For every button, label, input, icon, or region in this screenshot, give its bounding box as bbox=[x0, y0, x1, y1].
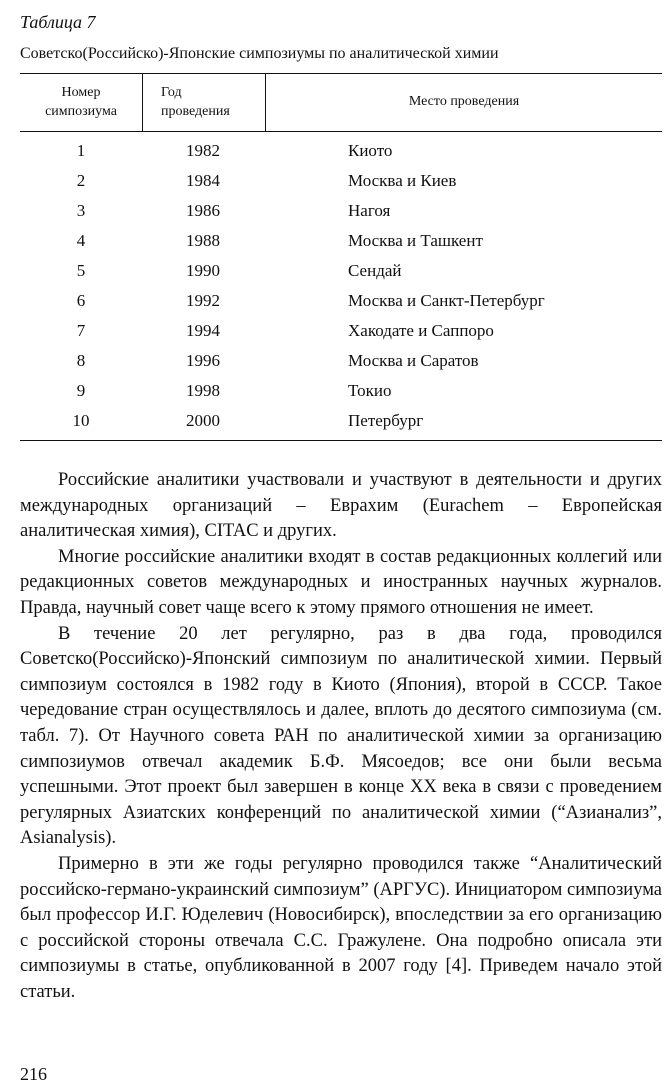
header-year-line1: Год bbox=[161, 85, 182, 100]
table-caption: Советско(Российско)-Японские симпозиумы по аналитической химии bbox=[20, 45, 499, 62]
table-row bbox=[20, 406, 662, 436]
cell-year: 1994 bbox=[186, 321, 220, 340]
cell-number: 5 bbox=[76, 261, 86, 280]
cell-place: Москва и Саратов bbox=[348, 351, 479, 370]
cell-number: 8 bbox=[76, 351, 86, 370]
cell-year: 1990 bbox=[186, 261, 220, 280]
table-row bbox=[20, 376, 662, 406]
cell-number: 2 bbox=[76, 171, 86, 190]
cell-place: Токио bbox=[348, 381, 392, 400]
table-body bbox=[20, 136, 662, 436]
body-text bbox=[20, 468, 662, 1005]
table-bottom-rule bbox=[20, 440, 662, 441]
cell-number: 7 bbox=[76, 321, 86, 340]
cell-number: 3 bbox=[76, 201, 86, 220]
table-row bbox=[20, 286, 662, 316]
paragraph: В течение 20 лет регулярно, раз в два года, проводился Советско(Российско)-Японский симпозиум по аналитической химии. Первый симпозиум состоялся в 1982 году в Киото (Япония), второй в СССР. Такое чередование стран осуществлялось и далее, вплоть до десятого симпозиума (см. табл. 7). От Научного совета РАН по аналитической химии за организацию симпозиумов отвечал академик Б.Ф. Мясоедов; все они были весьма успешными. Этот проект был завершен в конце XX века в связи с проведением регулярных Азиатских конференций по аналитической химии (“Азианализ”, Asianalysis). bbox=[20, 623, 662, 849]
cell-year: 1984 bbox=[186, 171, 220, 190]
cell-number: 6 bbox=[76, 291, 86, 310]
cell-year: 1988 bbox=[186, 231, 220, 250]
page-number: 216 bbox=[20, 1064, 47, 1084]
cell-number: 9 bbox=[76, 381, 86, 400]
cell-year: 1992 bbox=[186, 291, 220, 310]
cell-place: Москва и Киев bbox=[348, 171, 457, 190]
header-number-line2: симпозиума bbox=[45, 104, 117, 119]
cell-place: Хакодате и Саппоро bbox=[348, 321, 494, 340]
cell-place: Москва и Ташкент bbox=[348, 231, 483, 250]
cell-number: 1 bbox=[76, 141, 86, 160]
paragraph: Примерно в эти же годы регулярно проводился также “Аналитический российско-германо-украинский симпозиум” (АРГУС). Инициатором симпозиума был профессор И.Г. Юделевич (Новосибирск), впоследствии за его организацию с российской стороны отвечала С.С. Гражулене. Она подробно описала эти симпозиумы в статье, опубликованной в 2007 году [4]. Приведем начало этой статьи. bbox=[20, 853, 662, 1002]
table-row bbox=[20, 226, 662, 256]
cell-number: 10 bbox=[72, 411, 90, 430]
cell-place: Москва и Санкт-Петербург bbox=[348, 291, 545, 310]
table-row bbox=[20, 316, 662, 346]
table-row bbox=[20, 136, 662, 166]
table-row bbox=[20, 196, 662, 226]
header-place: Место проведения bbox=[408, 94, 520, 109]
table-label: Таблица 7 bbox=[20, 12, 96, 32]
header-number-line1: Номер bbox=[61, 85, 101, 100]
table-row bbox=[20, 256, 662, 286]
header-year-line2: проведения bbox=[161, 104, 230, 119]
cell-year: 1998 bbox=[186, 381, 220, 400]
cell-year: 1986 bbox=[186, 201, 220, 220]
cell-year: 1996 bbox=[186, 351, 220, 370]
table-row bbox=[20, 346, 662, 376]
table-top-rule bbox=[20, 73, 662, 74]
cell-year: 1982 bbox=[186, 141, 220, 160]
header-year bbox=[143, 83, 265, 121]
cell-place: Петербург bbox=[348, 411, 424, 430]
cell-number: 4 bbox=[76, 231, 86, 250]
cell-place: Киото bbox=[348, 141, 393, 160]
table-row bbox=[20, 166, 662, 196]
cell-place: Сендай bbox=[348, 261, 402, 280]
paragraph: Многие российские аналитики входят в состав редакционных коллегий или редакционных советов международных и иностранных научных журналов. Правда, научный совет чаще всего к этому прямого отношения не имеет. bbox=[20, 546, 662, 618]
cell-place: Нагоя bbox=[348, 201, 391, 220]
table-header-rule bbox=[20, 131, 662, 132]
paragraph: Российские аналитики участвовали и участвуют в деятельности и других международных организаций – Еврахим (Eurachem – Европейская аналитическая химия), CITAC и других. bbox=[20, 470, 662, 542]
header-number bbox=[20, 83, 142, 121]
cell-year: 2000 bbox=[186, 411, 220, 430]
